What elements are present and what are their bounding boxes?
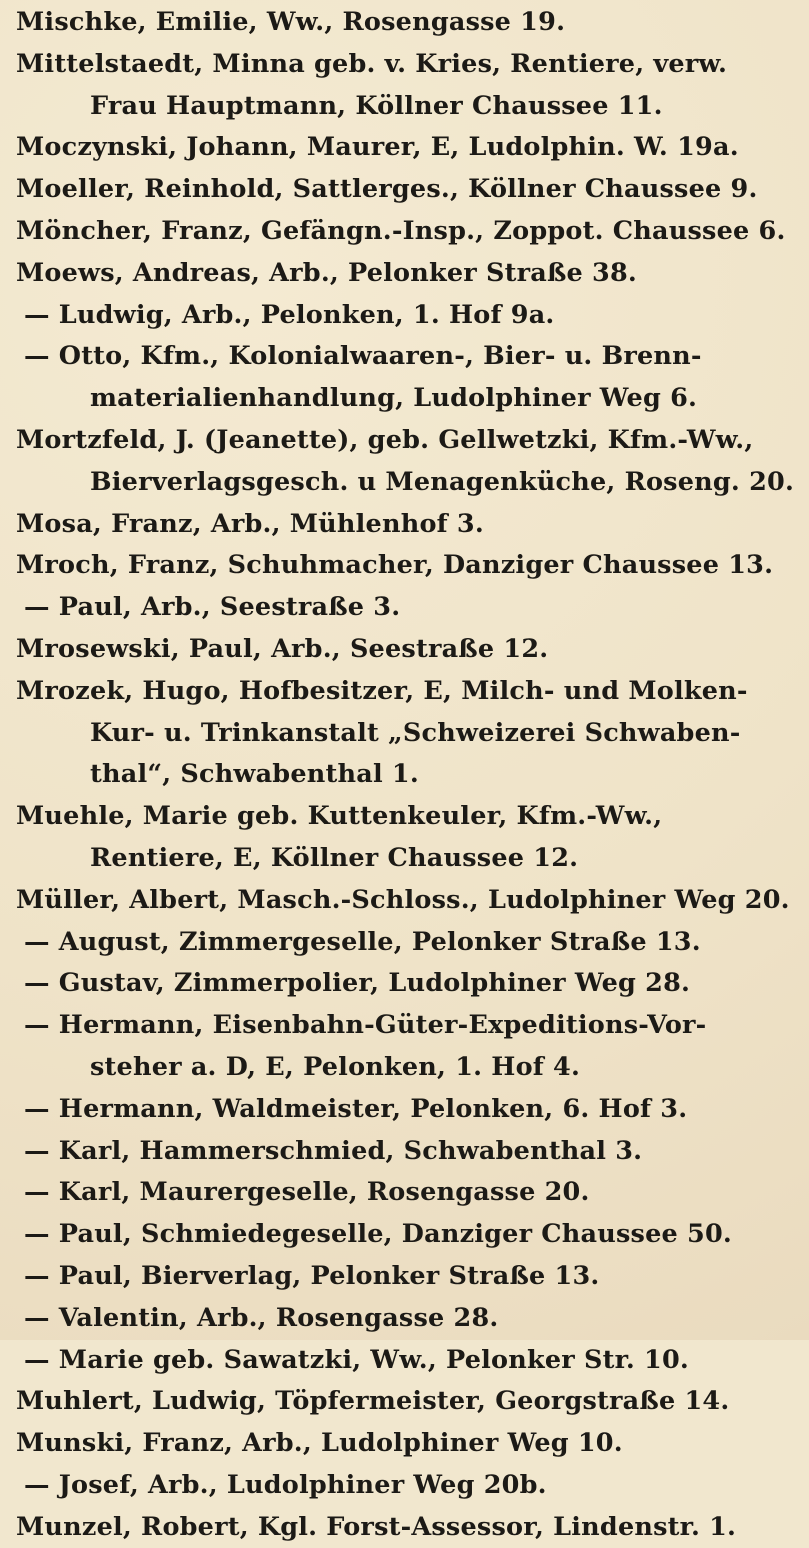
directory-entry (16, 545, 797, 587)
directory-entry (16, 1131, 797, 1173)
directory-entry (16, 1172, 797, 1214)
entry-text: — Otto, Kfm., Kolonialwaaren-, Bier- u. Brenn- (24, 341, 702, 372)
directory-entry-list (16, 2, 797, 1548)
directory-entry (16, 1507, 797, 1548)
directory-entry (16, 44, 797, 128)
directory-entry (16, 1340, 797, 1382)
entry-text: — Marie geb. Sawatzki, Ww., Pelonker Str. 10. (24, 1344, 689, 1375)
directory-entry (16, 211, 797, 253)
directory-entry (16, 1005, 797, 1089)
entry-text: — Hermann, Eisenbahn-Güter-Expeditions-Vor- (24, 1010, 707, 1041)
entry-text: — Paul, Arb., Seestraße 3. (24, 592, 401, 623)
directory-entry (16, 504, 797, 546)
entry-text: Müller, Albert, Masch.-Schloss., Ludolphiner Weg 20. (16, 884, 790, 915)
directory-entry (16, 169, 797, 211)
directory-entry (16, 336, 797, 420)
entry-text: Muhlert, Ludwig, Töpfermeister, Georgstraße 14. (16, 1386, 730, 1417)
entry-text: — Valentin, Arb., Rosengasse 28. (24, 1302, 499, 1333)
entry-continuation: Bierverlagsgesch. u Menagenküche, Roseng. 20. (90, 466, 795, 497)
directory-entry (16, 963, 797, 1005)
entry-text: Mrozek, Hugo, Hofbesitzer, E, Milch- und Molken- (16, 675, 748, 706)
entry-continuation: Frau Hauptmann, Köllner Chaussee 11. (90, 90, 663, 121)
entry-text: Mittelstaedt, Minna geb. v. Kries, Rentiere, verw. (16, 48, 728, 79)
entry-continuation: Kur- u. Trinkanstalt „Schweizerei Schwaben- (90, 717, 741, 748)
entry-text: Mrosewski, Paul, Arb., Seestraße 12. (16, 633, 549, 664)
directory-entry (16, 1298, 797, 1340)
directory-entry (16, 1256, 797, 1298)
entry-text: Moeller, Reinhold, Sattlerges., Köllner Chaussee 9. (16, 174, 758, 205)
entry-text: Mischke, Emilie, Ww., Rosengasse 19. (16, 7, 566, 37)
entry-text: — Paul, Bierverlag, Pelonker Straße 13. (24, 1260, 600, 1291)
entry-text: — Paul, Schmiedegeselle, Danziger Chaussee 50. (24, 1219, 732, 1250)
entry-text: Muehle, Marie geb. Kuttenkeuler, Kfm.-Ww., (16, 801, 663, 832)
entry-text: Moczynski, Johann, Maurer, E, Ludolphin. W. 19a. (16, 132, 739, 163)
entry-text: — Hermann, Waldmeister, Pelonken, 6. Hof 3. (24, 1093, 688, 1124)
entry-text: Munski, Franz, Arb., Ludolphiner Weg 10. (16, 1428, 623, 1459)
entry-text: — August, Zimmergeselle, Pelonker Straße 13. (24, 926, 701, 957)
directory-entry (16, 880, 797, 922)
directory-entry (16, 420, 797, 504)
entry-text: Mroch, Franz, Schuhmacher, Danziger Chaussee 13. (16, 550, 774, 581)
entry-continuation: Rentiere, E, Köllner Chaussee 12. (90, 842, 579, 873)
entry-continuation: materialienhandlung, Ludolphiner Weg 6. (90, 383, 698, 414)
entry-text: Mosa, Franz, Arb., Mühlenhof 3. (16, 508, 484, 539)
entry-text: — Karl, Maurergeselle, Rosengasse 20. (24, 1177, 590, 1208)
entry-text: — Josef, Arb., Ludolphiner Weg 20b. (24, 1469, 547, 1500)
entry-text: Munzel, Robert, Kgl. Forst-Assessor, Lindenstr. 1. (16, 1511, 737, 1542)
directory-entry (16, 1423, 797, 1465)
directory-entry (16, 295, 797, 337)
directory-entry (16, 796, 797, 880)
directory-entry (16, 629, 797, 671)
entry-text: — Karl, Hammerschmied, Schwabenthal 3. (24, 1135, 643, 1166)
directory-entry (16, 1465, 797, 1507)
entry-text: — Gustav, Zimmerpolier, Ludolphiner Weg 28. (24, 968, 691, 999)
directory-entry (16, 253, 797, 295)
directory-entry (16, 127, 797, 169)
entry-text: Möncher, Franz, Gefängn.-Insp., Zoppot. Chaussee 6. (16, 215, 786, 246)
directory-entry (16, 671, 797, 796)
directory-entry (16, 587, 797, 629)
directory-entry (16, 2, 797, 44)
entry-continuation: thal“, Schwabenthal 1. (90, 759, 419, 790)
entry-continuation: steher a. D, E, Pelonken, 1. Hof 4. (90, 1051, 581, 1082)
directory-entry (16, 1381, 797, 1423)
directory-entry (16, 922, 797, 964)
entry-text: Mortzfeld, J. (Jeanette), geb. Gellwetzki, Kfm.-Ww., (16, 424, 754, 455)
entry-text: Moews, Andreas, Arb., Pelonker Straße 38. (16, 257, 637, 288)
entry-text: — Ludwig, Arb., Pelonken, 1. Hof 9a. (24, 299, 555, 330)
directory-entry (16, 1214, 797, 1256)
directory-entry (16, 1089, 797, 1131)
